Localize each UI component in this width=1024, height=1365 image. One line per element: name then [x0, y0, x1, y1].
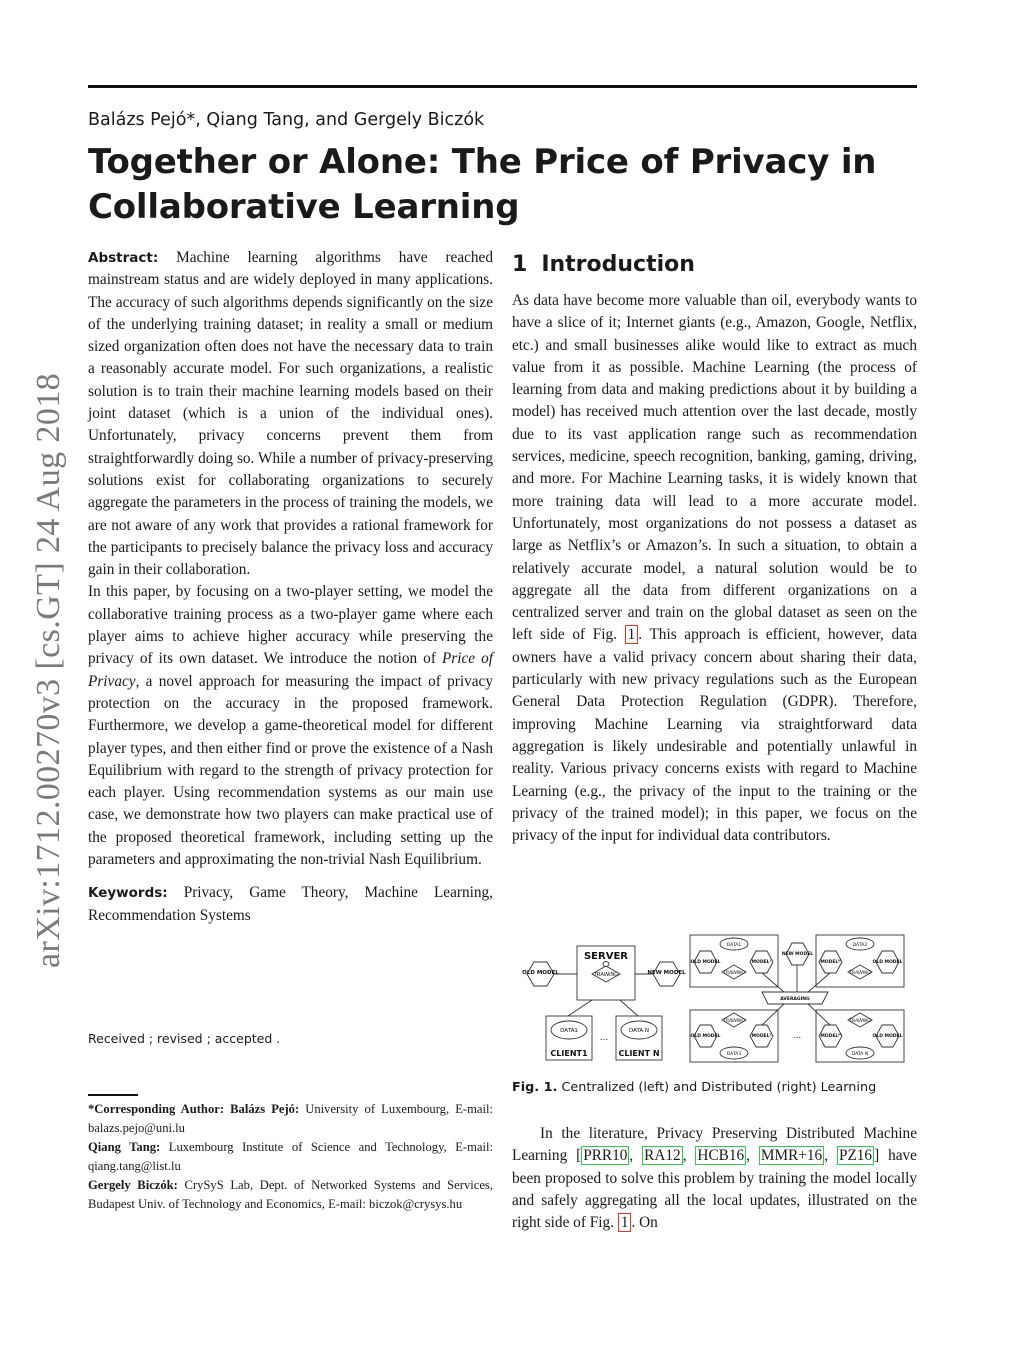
keywords-label: Keywords: [88, 885, 168, 902]
label-old-model-bl: OLD MODEL [690, 1034, 721, 1039]
footnote-1-text: University of Luxembourg, E-mail: balazs.pejo@uni.lu [88, 1102, 493, 1135]
received-line: Received ; revised ; accepted . [88, 1031, 281, 1046]
intro-text-2b: ] have been proposed to solve this problem by training the model locally and safely aggregating all the local updates, illustrated on the right side of Fig. [512, 1147, 917, 1232]
section-title: Introduction [541, 252, 695, 277]
footnote-1-label: *Corresponding Author: Balázs Pejó: [88, 1102, 300, 1116]
label-averaging: AVERAGING [780, 997, 810, 1002]
citation-link[interactable]: PZ16 [838, 1147, 873, 1165]
intro-paragraph-1 [512, 290, 917, 847]
abstract-text-2a: In this paper, by focusing on a two-player setting, we model the collaborative training process as a two-player game where each player aims to achieve higher accuracy while preserving the privacy of its own dataset. We introduce the notion of [88, 583, 493, 668]
label-dots-right: ... [792, 1031, 802, 1041]
keywords-text: Privacy, Game Theory, Machine Learning, Recommendation Systems [88, 884, 493, 924]
footnote-2-label: Qiang Tang: [88, 1140, 161, 1154]
footnote-author-2 [88, 1138, 493, 1176]
section-number: 1 [512, 252, 528, 277]
figure-caption-text: Centralized (left) and Distributed (right) Learning [561, 1080, 877, 1095]
label-new-model-right: NEW MODEL [781, 952, 814, 957]
arxiv-stamp: arXiv:1712.00270v3 [cs.GT] 24 Aug 2018 [30, 372, 67, 968]
figure-1-caption [512, 1080, 876, 1095]
arrow-clientn-to-server [620, 1000, 638, 1016]
citation-link[interactable]: MMR+16 [760, 1147, 823, 1165]
footnote-author-3 [88, 1176, 493, 1214]
footnotes-block [88, 1100, 493, 1214]
label-new-model-left: NEW MODEL [647, 970, 686, 976]
paper-title: Together or Alone: The Price of Privacy in Collaborative Learning [88, 142, 877, 227]
price-of-privacy-term: Price of Privacy [88, 650, 493, 690]
label-training-tl: TRAINING [723, 971, 745, 976]
figure-1-link[interactable]: 1 [618, 1213, 632, 1232]
citation-link[interactable]: HCB16 [697, 1147, 745, 1165]
label-old-model-tr: OLD MODEL [872, 960, 903, 965]
intro-text-2: In the literature, Privacy Preserving Distributed Machine Learning [ PRR10 , RA12 , HCB16 , MMR+16 , PZ16 ] have been proposed to solve this problem by training the model locally and safely aggregating all the local updates, illustrated on the right side of Fig. 1 . On [512, 1125, 917, 1232]
label-training-br: TRAINING [849, 1019, 871, 1024]
label-old-model-left: OLD MODEL [522, 970, 559, 976]
footnote-author-1 [88, 1100, 493, 1138]
label-model1-bl: MODEL¹ [751, 1034, 772, 1039]
figure-1-diagram [522, 932, 910, 1064]
top-rule [88, 85, 917, 88]
footnote-3-label: Gergely Biczók: [88, 1178, 178, 1192]
label-client1: CLIENT1 [550, 1049, 588, 1058]
label-clientn: CLIENT N [618, 1049, 660, 1058]
label-datan-right: DATA N [851, 1052, 869, 1057]
author-line: Balázs Pejó*, Qiang Tang, and Gergely Biczók [88, 110, 485, 130]
intro-text-2a: In the literature, Privacy Preserving Distributed Machine Learning [ [512, 1125, 917, 1165]
section-heading-introduction [512, 252, 695, 277]
label-training-tr: TRAINING [849, 971, 871, 976]
footnote-2-text: Luxembourg Institute of Science and Technology, E-mail: qiang.tang@list.lu [88, 1140, 493, 1173]
figure-caption-label: Fig. 1. [512, 1080, 558, 1095]
keywords-paragraph [88, 882, 493, 927]
label-dots-left: ... [599, 1033, 609, 1043]
intro-paragraph-2 [512, 1123, 917, 1234]
label-training-bl: TRAINING [723, 1019, 745, 1024]
label-model1: MODEL¹ [751, 960, 772, 965]
intro-text-1a: As data have become more valuable than oil, everybody wants to have a slice of it; Internet giants (e.g., Amazon, Google, Netflix, etc.) and small businesses alike would like to extract as much value from it as possible. Machine Learning (the process of learning from data and making predictions about it by building a model) has received much attention over the last decade, mostly due to its vast application range such as recommendation services, medicine, speech recognition, banking, gaming, driving, and more. For Machine Learning tasks, it is widely known that more training data will lead to a more accurate model. Unfortunately, most organizations do not possess a dataset as large as Netflix’s or Amazon’s. In such a situation, to obtain a relatively accurate model, a natural solution would be to aggregate all the data from different organizations on a centralized server and train on the global dataset as seen on the left side of Fig. [512, 292, 917, 644]
label-datan-left: DATA N [628, 1028, 650, 1034]
abstract-label: Abstract: [88, 250, 159, 266]
intro-text-2c: . On [631, 1214, 658, 1232]
intro-text-1 [512, 290, 917, 847]
abstract-block [88, 247, 493, 927]
abstract-text-1: Machine learning algorithms have reached mainstream status and are widely deployed in many applications. The accuracy of such algorithms depends significantly on the size of the underlying training dataset; in reality a small or medium sized organization often does not have the necessary data to train a reasonably accurate model. For such organizations, a realistic solution is to train their machine learning models based on their joint dataset (which is a union of the individual ones). Unfortunately, privacy concerns prevent them from straightforwardly doing so. While a number of privacy-preserving solutions exist for collaborating organizations to securely aggregate the parameters in the process of training the models, we are not aware of any work that provides a rational framework for the participants to precisely balance the privacy loss and accuracy gain in their collaboration. [88, 249, 493, 579]
citation-link[interactable]: PRR10 [583, 1147, 628, 1165]
label-data2: DATA2 [852, 943, 868, 948]
abstract-paragraph-1 [88, 247, 493, 581]
intro-text-1b: . This approach is efficient, however, data owners have a valid privacy concern about sharing their data, particularly with new privacy regulations such as the European General Data Protection Regulation (GDPR). Therefore, improving Machine Learning via straightforward data aggregation is likely undesirable and potentially unlawful in reality. Various privacy concerns exists with regard to Machine Learning (e.g., the privacy of the input to the training or the privacy of the trained model); in this paper, we focus on the privacy of the input for individual data contributors. [512, 626, 917, 845]
label-server: SERVER [583, 951, 629, 962]
footnote-3-text: CrySyS Lab, Dept. of Networked Systems and Services, Budapest Univ. of Technology and Economics, E-mail: biczok@crysys.hu [88, 1178, 493, 1211]
label-old-model-br: OLD MODEL [872, 1034, 903, 1039]
server-circle [603, 962, 609, 967]
label-data1-right: DATA1 [726, 943, 742, 948]
footnote-rule [88, 1094, 138, 1096]
label-data3: DATA3 [726, 1052, 742, 1057]
label-modeln-br: MODELᴺ [820, 1034, 841, 1039]
label-old-model-tl: OLD MODEL [690, 960, 721, 965]
abstract-text-2b: , a novel approach for measuring the impact of privacy protection on the accuracy in the proposed framework. Furthermore, we develop a game-theoretical model for different player types, and then either find or prove the existence of a Nash Equilibrium with regard to the strength of privacy protection for each player. Using recommendation systems as our main use case, we demonstrate how two players can make practical use of the proposed theoretical framework, including setting up the parameters and approximating the non-trivial Nash Equilibrium. [88, 672, 493, 869]
label-data1-left: DATA1 [560, 1028, 578, 1034]
label-modeln-tr: MODELᴺ [820, 960, 841, 965]
figure-1-link[interactable]: 1 [625, 625, 639, 644]
abstract-paragraph-2 [88, 581, 493, 871]
citation-link[interactable]: RA12 [644, 1147, 681, 1165]
label-training-left: TRAINING [593, 972, 619, 978]
arrow-client1-to-server [568, 1000, 592, 1016]
